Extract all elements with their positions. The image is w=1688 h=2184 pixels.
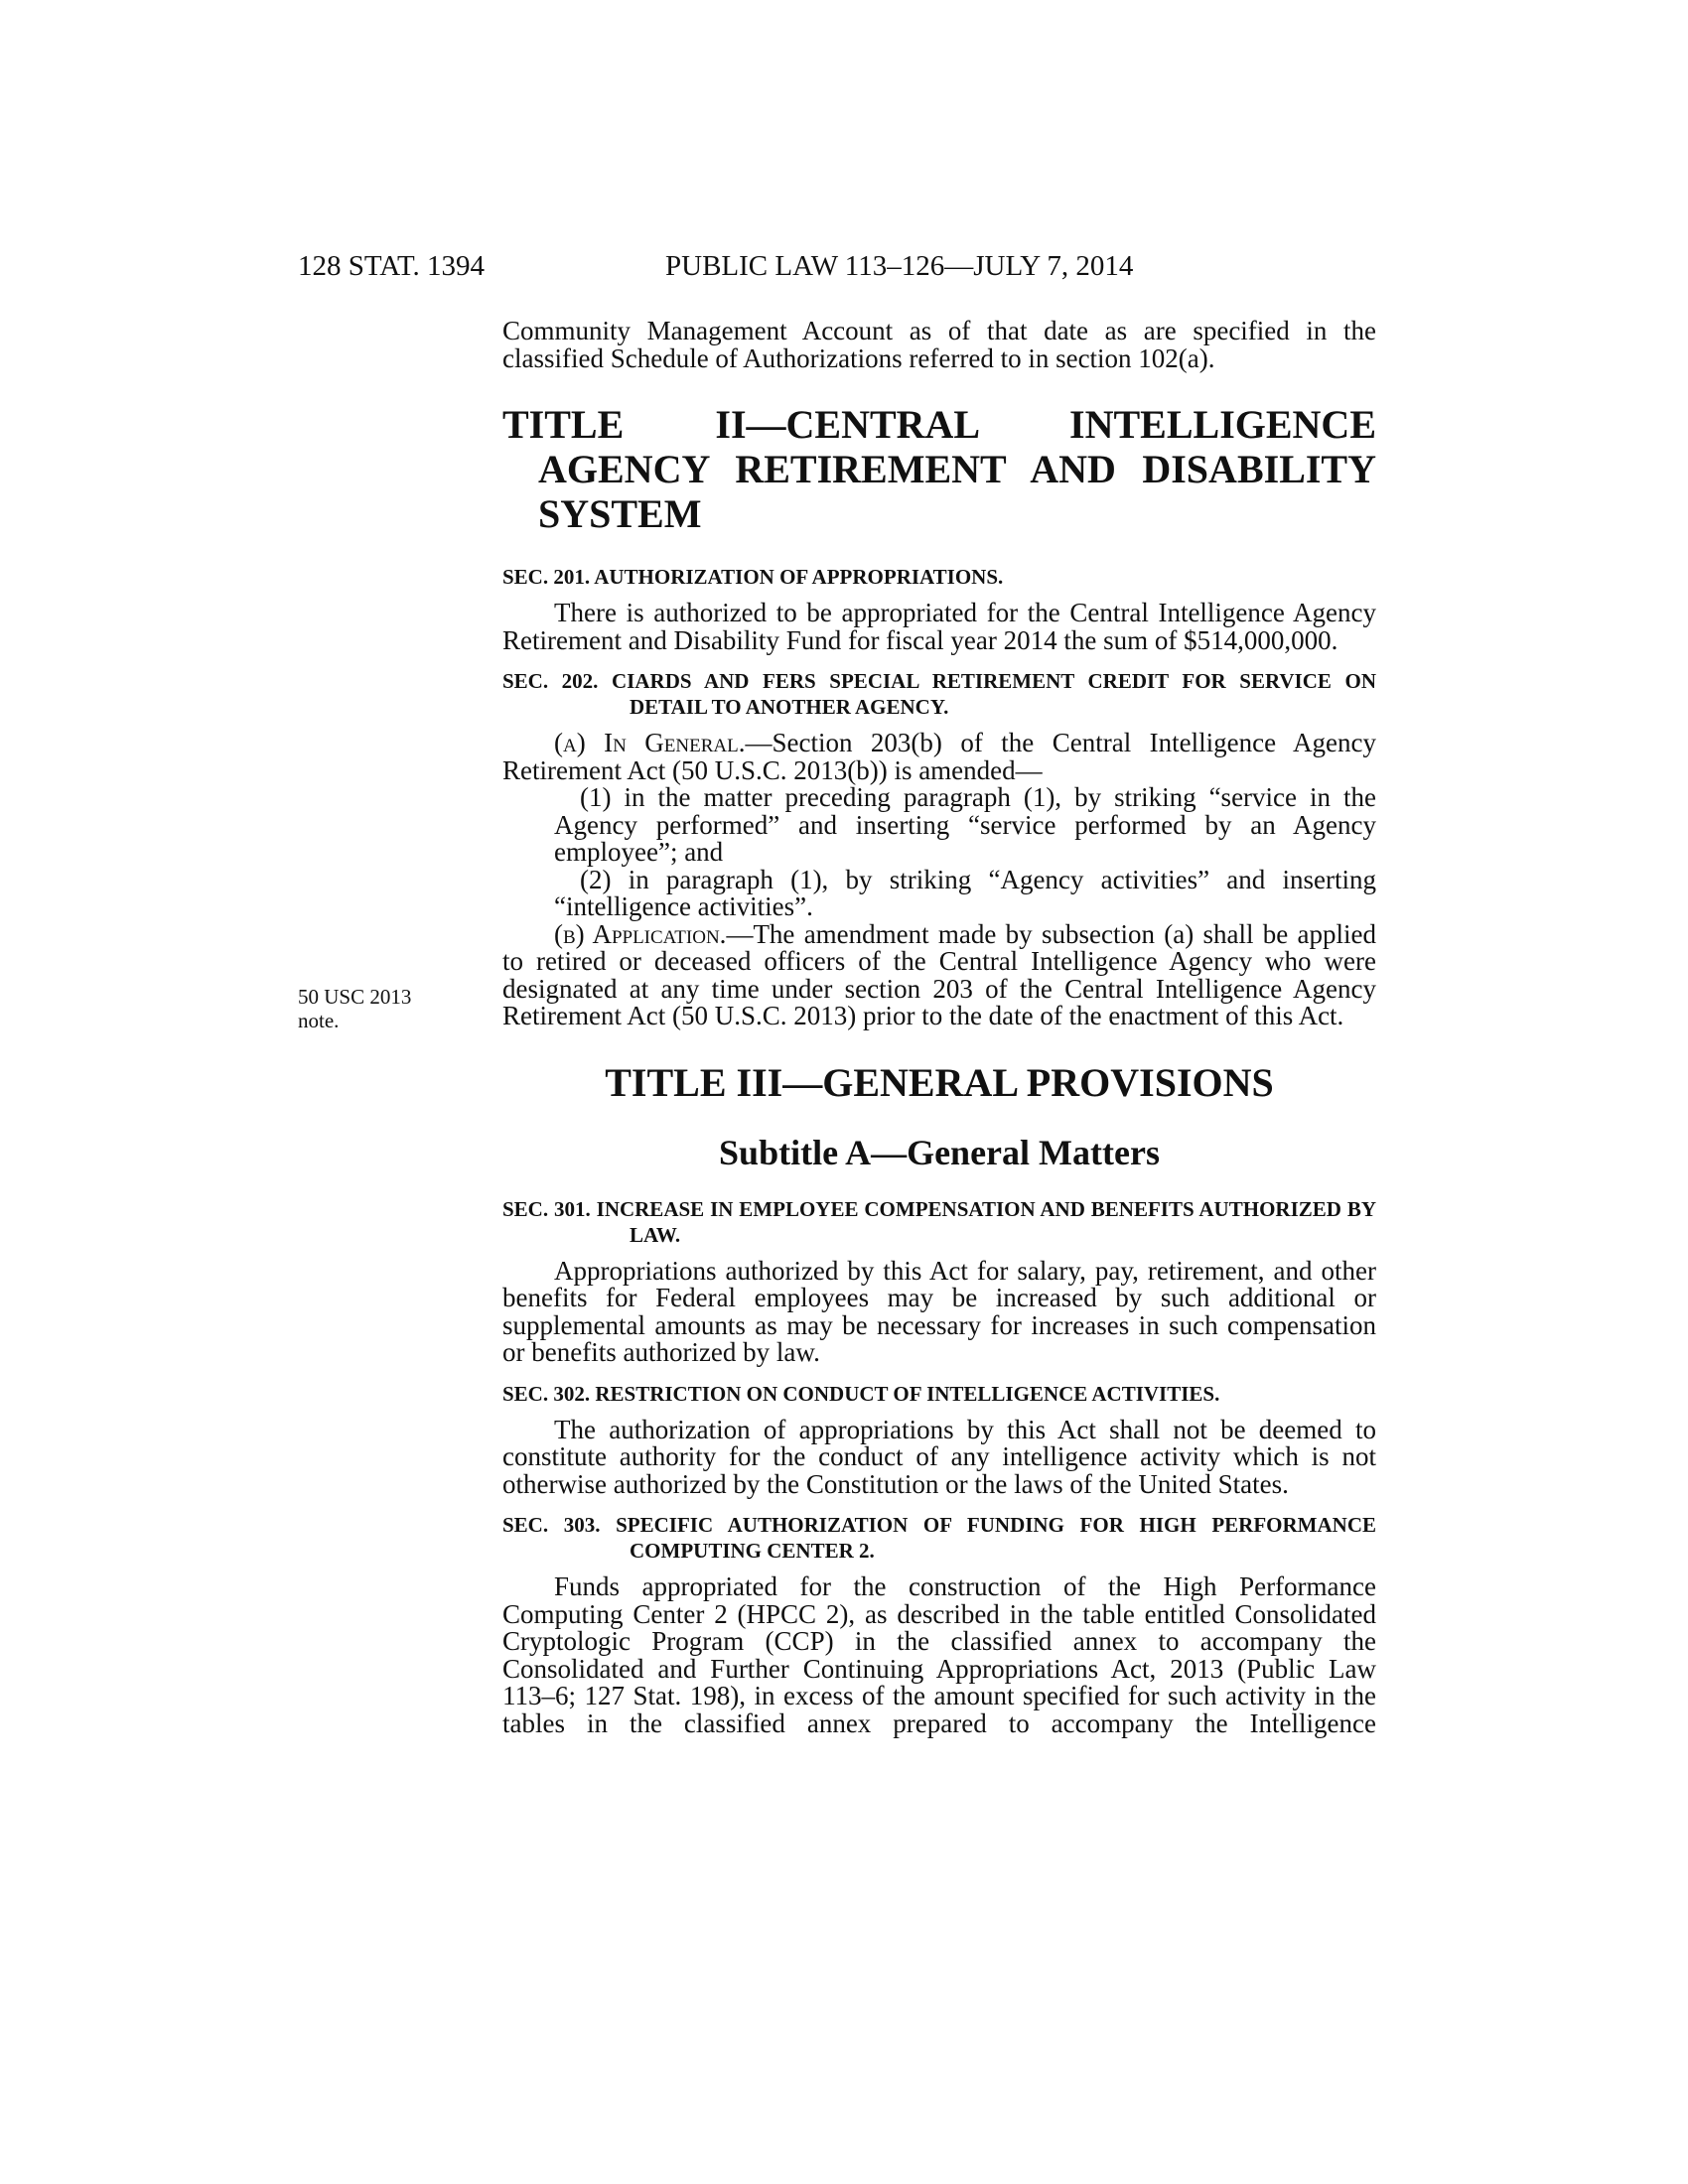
sec-302-text: The authorization of appropriations by this Act shall not be deemed to constitute authority for the conduct of any intelligence activity which is not otherwise authorized by the Constitution or the laws of the United States. [502,1414,1376,1499]
stat-page-number: 128 STAT. 1394 [298,250,486,282]
intro-paragraph: Community Management Account as of that date as are specified in the classified Schedule of Authorizations referred to in section 102(a). [502,316,1376,373]
sec-202-item-2: (2) in paragraph (1), by striking “Agency activities” and inserting “intelligence activities”. [554,864,1376,921]
sec-202-b [502,918,1376,1030]
sec-303-heading: SEC. 303. SPECIFIC AUTHORIZATION OF FUNDING FOR HIGH PERFORMANCE COMPUTING CENTER 2. [502,1513,1376,1563]
sec-202-a-label: (a) In General. [554,728,746,757]
sec-301-heading: SEC. 301. INCREASE IN EMPLOYEE COMPENSATION AND BENEFITS AUTHORIZED BY LAW. [502,1196,1376,1247]
running-head: PUBLIC LAW 113–126—JULY 7, 2014 [665,250,1134,282]
sec-202-item-1: (1) in the matter preceding paragraph (1), by striking “service in the Agency performed” and inserting “service performed by an Agency employee”; and [554,782,1376,867]
sec-202-a [502,730,1376,784]
title-ii-heading: TITLE II—CENTRAL INTELLIGENCE AGENCY RETIREMENT AND DISABILITY SYSTEM [502,402,1376,536]
sec-302-heading: SEC. 302. RESTRICTION ON CONDUCT OF INTELLIGENCE ACTIVITIES. [502,1381,1220,1406]
sec-202-a-text: —Section 203(b) of the Central Intelligence Agency Retirement Act (50 U.S.C. 2013(b)) is amended— [502,728,1376,785]
sec-201-text: There is authorized to be appropriated for the Central Intelligence Agency Retirement and Disability Fund for fiscal year 2014 the sum of $514,000,000. [502,598,1376,655]
margin-note: 50 USC 2013 note. [298,985,412,1032]
sec-301-text: Appropriations authorized by this Act for salary, pay, retirement, and other benefits for Federal employees may be increased by such additional or supplemental amounts as may be necessary for increases in such compensation or benefits authorized by law. [502,1255,1376,1367]
sec-202-heading: SEC. 202. CIARDS AND FERS SPECIAL RETIREMENT CREDIT FOR SERVICE ON DETAIL TO ANOTHER AGENCY. [502,669,1376,719]
sec-202-b-text: —The amendment made by subsection (a) shall be applied to retired or deceased officers of the Central Intelligence Agency who were designated at any time under section 203 of the Central Intelligence Agency Retirement Act (50 U.S.C. 2013) prior to the date of the enactment of this Act. [502,918,1376,1030]
sec-201-heading: SEC. 201. AUTHORIZATION OF APPROPRIATIONS. [502,565,1004,589]
subtitle-a-heading: Subtitle A—General Matters [719,1132,1160,1172]
document-body [502,318,1376,1737]
sec-202-b-label: (b) Application. [554,918,727,949]
title-iii-heading: TITLE III—GENERAL PROVISIONS [605,1059,1274,1105]
page-header [298,250,1370,290]
sec-303-text: Funds appropriated for the construction of the High Performance Computing Center 2 (HPCC 2), as described in the table entitled Consolidated Cryptologic Program (CCP) in the classified annex to accompany the Consolidated and Further Continuing Appropriations Act, 2013 (Public Law 113–6; 127 Stat. 198), in excess of the amount specified for such activity in the tables in the classified annex prepared to accompany the Intelligence [502,1571,1376,1738]
